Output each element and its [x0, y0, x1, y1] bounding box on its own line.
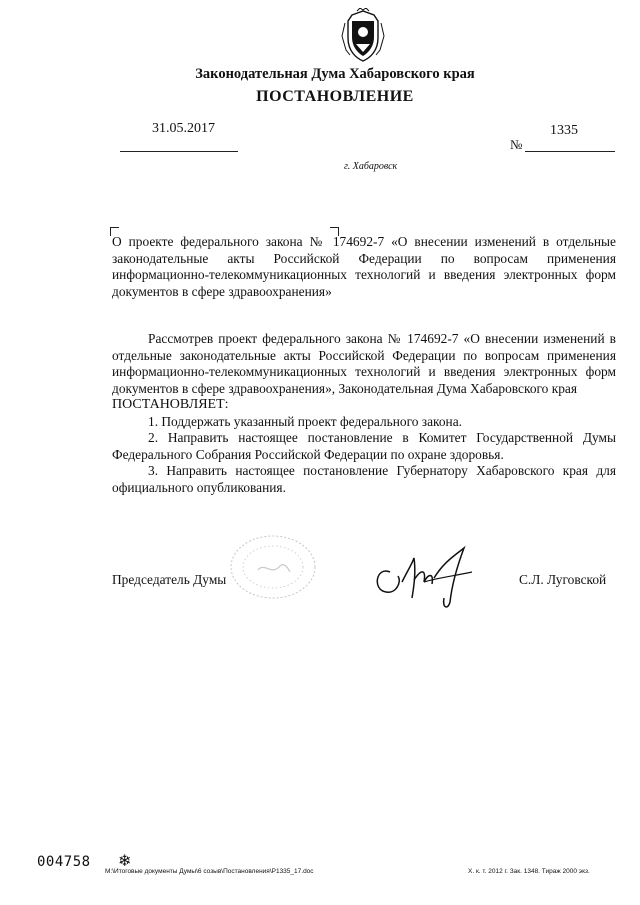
- official-seal: [218, 532, 328, 602]
- print-info: Х. к. т. 2012 г. Зак. 1348. Тираж 2000 экз.: [468, 868, 590, 875]
- coat-of-arms-icon: [338, 8, 388, 64]
- resolves-heading: ПОСТАНОВЛЯЕТ:: [112, 397, 229, 412]
- resolution-item: 1. Поддержать указанный проект федерального закона.: [148, 413, 463, 429]
- snowflake-icon: ❄: [118, 853, 132, 870]
- document-date: 31.05.2017: [152, 121, 215, 136]
- city: г. Хабаровск: [344, 161, 398, 172]
- number-label: №: [510, 137, 523, 152]
- file-path: M:\Итоговые документы Думы\6 созыв\Постановления\P1335_17.doc: [105, 868, 314, 875]
- preamble: Рассмотрев проект федерального закона № 174692-7 «О внесении изменений в отдельные законодательные акты Российской Федерации по вопросам применения информационно-телекоммуникационных технологий и введения электронных форм документов в сфере здравоохранения», Законодательная Дума Хабаровского края: [112, 331, 616, 396]
- signatory-position: Председатель Думы: [112, 572, 227, 587]
- date-underline: [120, 151, 238, 152]
- handwritten-signature: [368, 542, 478, 614]
- resolution-item: 3. Направить настоящее постановление Губернатору Хабаровского края для официального опубликования.: [112, 463, 616, 495]
- number-underline: [525, 151, 615, 152]
- resolution-item: 2. Направить настоящее постановление в Комитет Государственной Думы Федерального Собрания Российской Федерации по охране здоровья.: [112, 430, 616, 462]
- organization-title: Законодательная Дума Хабаровского края: [195, 66, 475, 82]
- document-subject: О проекте федерального закона № 174692-7 «О внесении изменений в отдельные законодательные акты Российской Федерации по вопросам применения информационно-телекоммуникационных технологий и введения электронных форм документов в сфере здравоохранения»: [112, 234, 616, 299]
- signatory-name: С.Л. Луговской: [519, 572, 607, 587]
- document-body: [112, 331, 616, 496]
- document-type: ПОСТАНОВЛЕНИЕ: [256, 88, 414, 105]
- document-number: 1335: [550, 123, 578, 138]
- registration-number: 004758: [37, 854, 91, 870]
